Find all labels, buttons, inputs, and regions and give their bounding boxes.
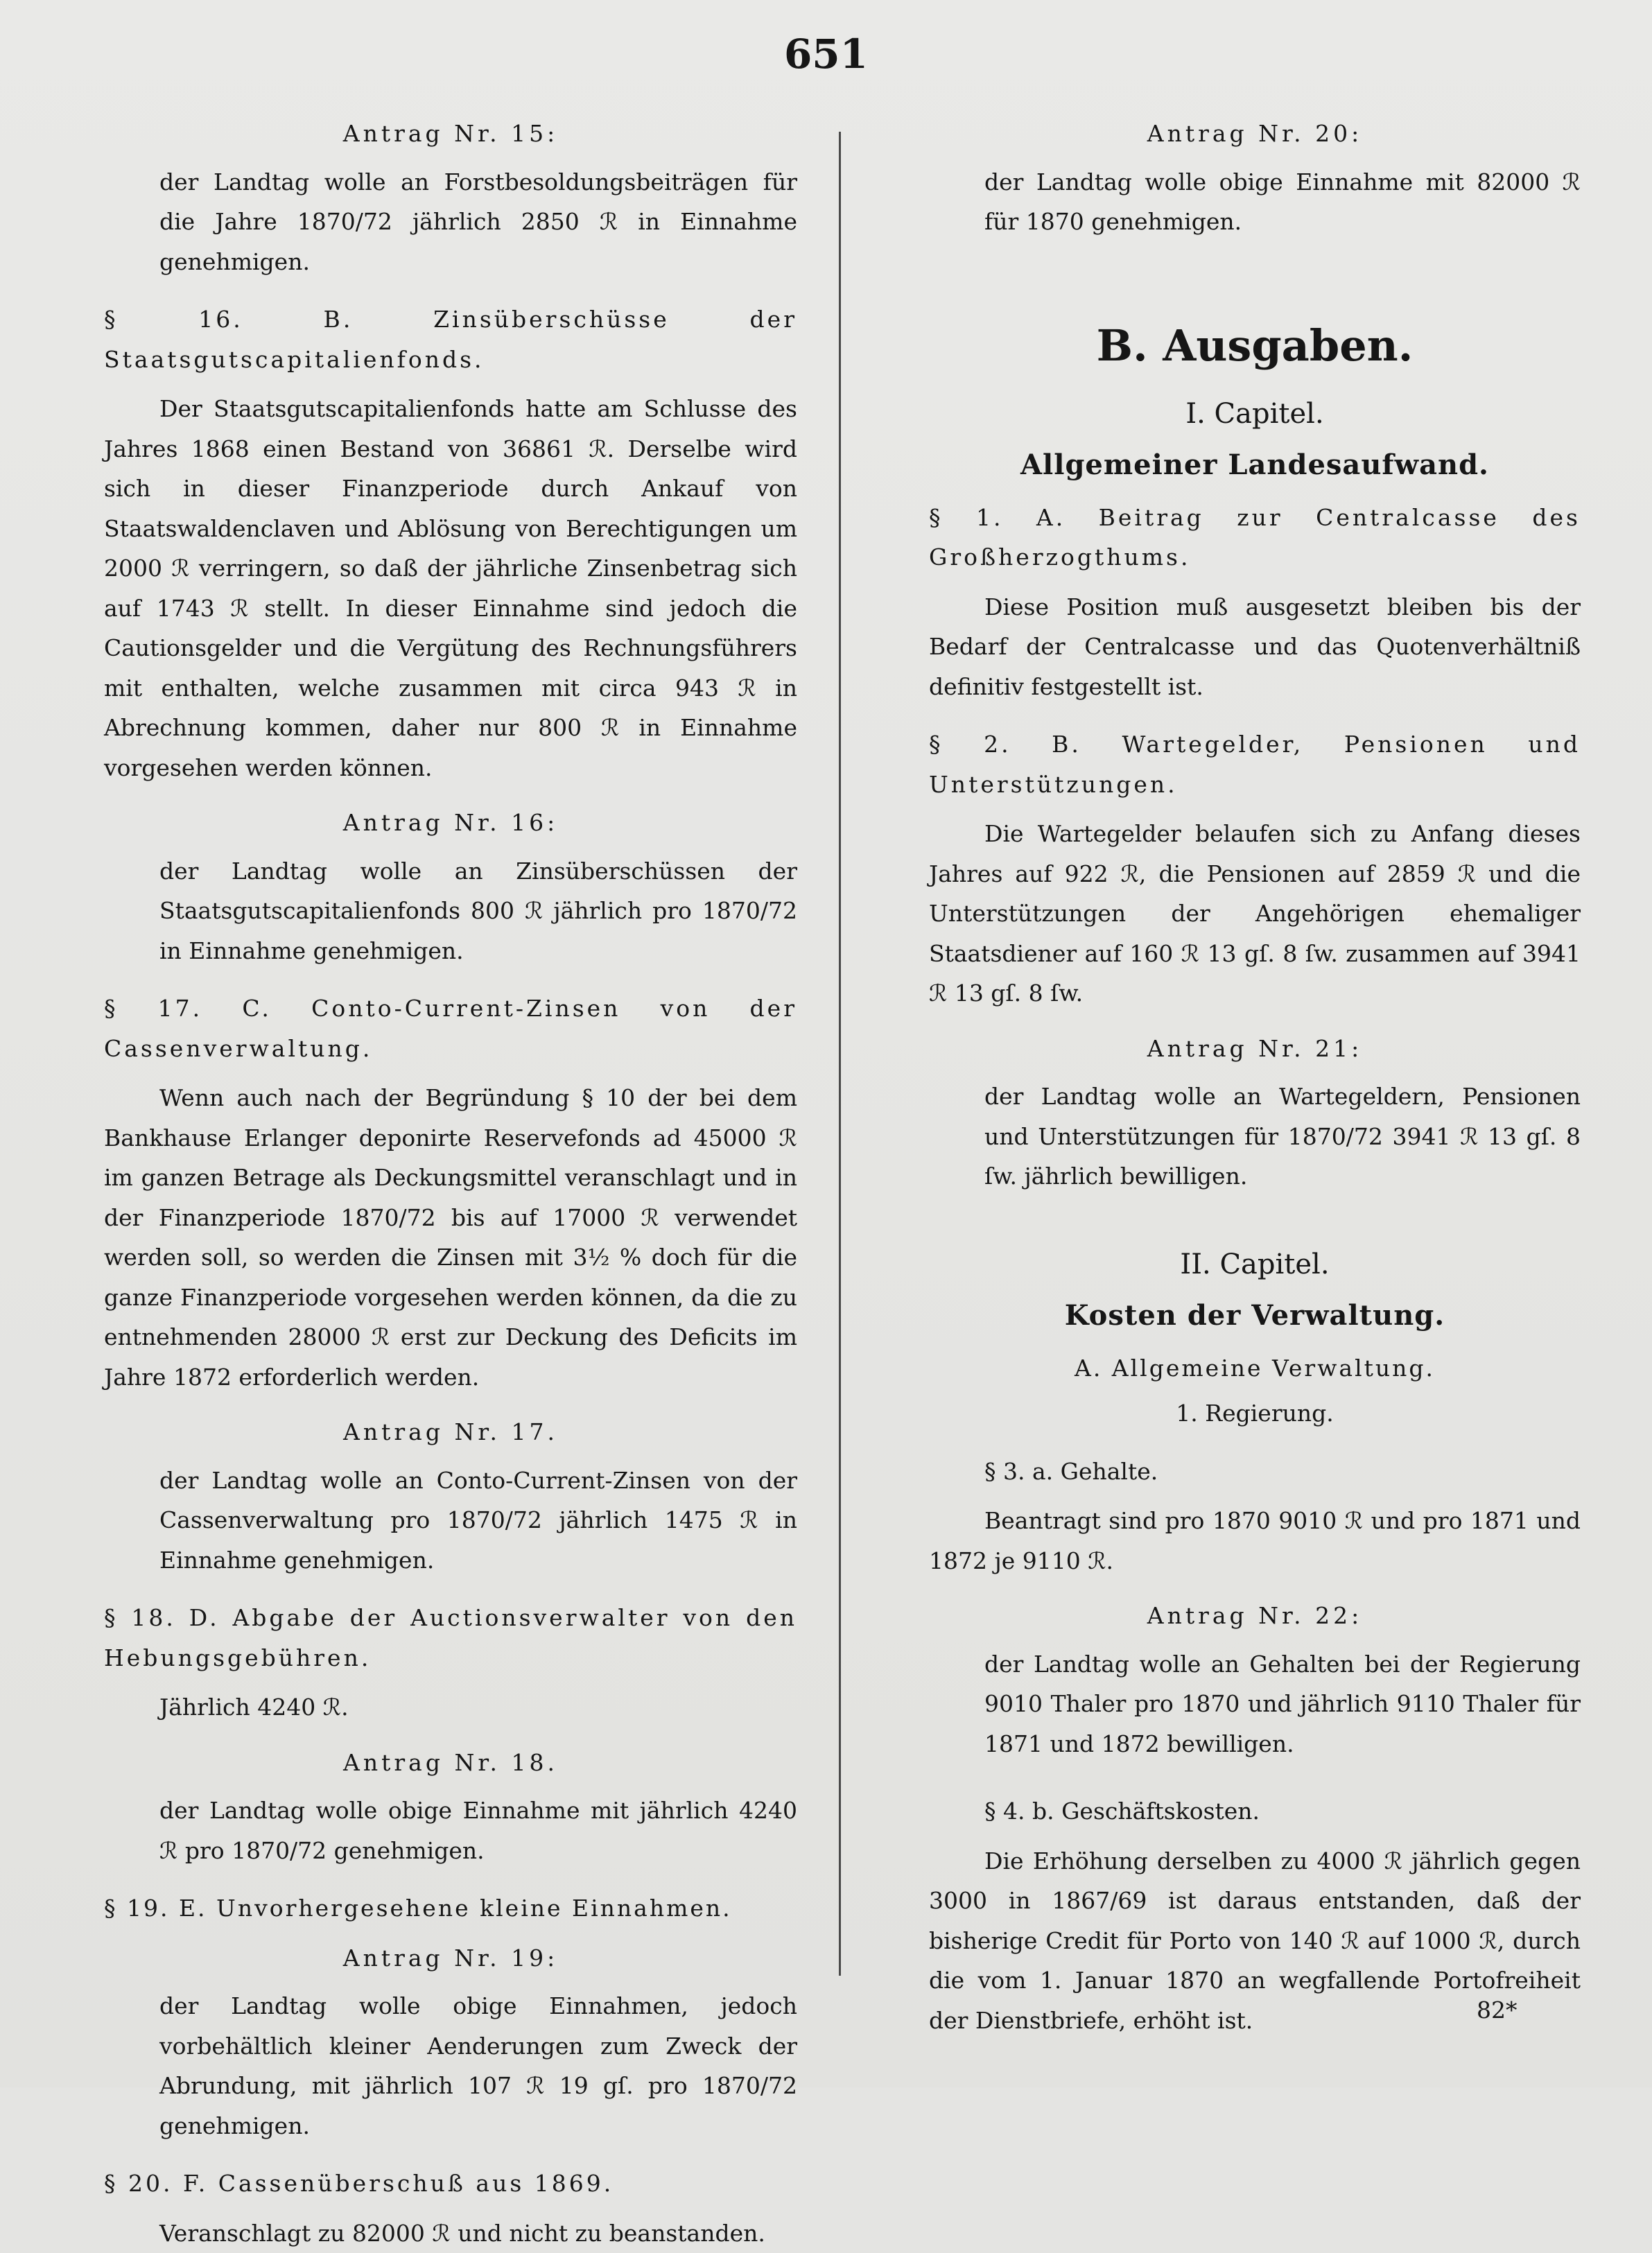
antrag-21-text: der Landtag wolle an Wartegeldern, Pensionen und Unterstützungen für 1870/72 3941 ℛ 13 gſ. 8 ſw. jährlich bewilligen. <box>929 1077 1581 1197</box>
antrag-15-heading: Antrag Nr. 15: <box>104 114 797 154</box>
ausgaben-heading: B. Ausgaben. <box>929 318 1581 374</box>
antrag-15-text: der Landtag wolle an Forstbesoldungsbeiträgen für die Jahre 1870/72 jährlich 2850 ℛ in Einnahme genehmigen. <box>104 162 797 282</box>
section-4-text: Die Erhöhung derselben zu 4000 ℛ jährlich gegen 3000 in 1867/69 ist daraus entstanden, daß der bisherige Credit für Porto von 140 ℛ auf 1000 ℛ, durch die vom 1. Januar 1870 an wegfallende Portofreiheit der Dienstbriefe, erhöht ist. <box>929 1841 1581 2041</box>
chapter-1-heading: I. Capitel. <box>929 394 1581 435</box>
chapter-1-title: Allgemeiner Landesaufwand. <box>929 445 1581 485</box>
signature-mark: 82* <box>1477 1997 1518 2024</box>
antrag-18-heading: Antrag Nr. 18. <box>104 1743 797 1783</box>
section-2-text: Die Wartegelder belaufen sich zu Anfang dieses Jahres auf 922 ℛ, die Pensionen auf 2859 ℛ und die Unterstützungen der Angehörigen ehemaliger Staatsdiener auf 160 ℛ 13 gſ. 8 ſw. zusammen auf 3941 ℛ 13 gſ. 8 ſw. <box>929 814 1581 1014</box>
antrag-17-heading: Antrag Nr. 17. <box>104 1412 797 1452</box>
antrag-22-heading: Antrag Nr. 22: <box>929 1596 1581 1636</box>
section-2-heading: § 2. B. Wartegelder, Pensionen und Unterstützungen. <box>929 724 1581 804</box>
section-4-heading: § 4. b. Geschäftskosten. <box>929 1791 1581 1832</box>
section-19-heading: § 19. E. Unvorhergesehene kleine Einnahmen. <box>104 1888 797 1929</box>
left-column <box>104 104 797 2253</box>
antrag-21-heading: Antrag Nr. 21: <box>929 1029 1581 1069</box>
antrag-16-heading: Antrag Nr. 16: <box>104 803 797 843</box>
section-3-text: Beantragt sind pro 1870 9010 ℛ und pro 1871 und 1872 je 9110 ℛ. <box>929 1501 1581 1581</box>
antrag-20-text: der Landtag wolle obige Einnahme mit 82000 ℛ für 1870 genehmigen. <box>929 162 1581 242</box>
antrag-19-text: der Landtag wolle obige Einnahmen, jedoch vorbehältlich kleiner Aenderungen zum Zweck der Abrundung, mit jährlich 107 ℛ 19 gſ. pro 1870/72 genehmigen. <box>104 1986 797 2146</box>
section-1-text: Diese Position muß ausgesetzt bleiben bis der Bedarf der Centralcasse und das Quotenverhältniß definitiv festgestellt ist. <box>929 587 1581 707</box>
page-number: 651 <box>0 31 1652 78</box>
section-20-heading: § 20. F. Cassenüberschuß aus 1869. <box>104 2164 797 2204</box>
section-16-text: Der Staatsgutscapitalienfonds hatte am Schlusse des Jahres 1868 einen Bestand von 36861 ℛ. Derselbe wird sich in dieser Finanzperiode durch Ankauf von Staatswaldenclaven und Ablösung von Berechtigungen um 2000 ℛ verringern, so daß der jährliche Zinsenbetrag sich auf 1743 ℛ stellt. In dieser Einnahme sind jedoch die Cautionsgelder und die Vergütung des Rechnungsführers mit enthalten, welche zusammen mit circa 943 ℛ in Abrechnung kommen, daher nur 800 ℛ in Einnahme vorgesehen werden können. <box>104 389 797 788</box>
section-17-text: Wenn auch nach der Begründung § 10 der bei dem Bankhause Erlanger deponirte Reservefonds ad 45000 ℛ im ganzen Betrage als Deckungsmittel veranschlagt und in der Finanzperiode 1870/72 bis auf 17000 ℛ verwendet werden soll, so werden die Zinsen mit 3½ % doch für die ganze Finanzperiode vorgesehen werden können, da die zu entnehmenden 28000 ℛ erst zur Deckung des Deficits im Jahre 1872 erforderlich werden. <box>104 1078 797 1397</box>
antrag-19-heading: Antrag Nr. 19: <box>104 1938 797 1978</box>
section-17-heading: § 17. C. Conto-Current-Zinsen von der Cassenverwaltung. <box>104 989 797 1068</box>
column-divider <box>839 132 841 1976</box>
section-20-text: Veranschlagt zu 82000 ℛ und nicht zu beanstanden. <box>104 2213 797 2253</box>
chapter-2-heading: II. Capitel. <box>929 1245 1581 1285</box>
section-18-text: Jährlich 4240 ℛ. <box>104 1687 797 1728</box>
section-18-heading: § 18. D. Abgabe der Auctionsverwalter von den Hebungsgebühren. <box>104 1598 797 1678</box>
antrag-22-text: der Landtag wolle an Gehalten bei der Regierung 9010 Thaler pro 1870 und jährlich 9110 Thaler für 1871 und 1872 bewilligen. <box>929 1644 1581 1764</box>
antrag-16-text: der Landtag wolle an Zinsüberschüssen der Staatsgutscapitalienfonds 800 ℛ jährlich pro 1870/72 in Einnahme genehmigen. <box>104 851 797 971</box>
antrag-18-text: der Landtag wolle obige Einnahme mit jährlich 4240 ℛ pro 1870/72 genehmigen. <box>104 1791 797 1870</box>
section-3-heading: § 3. a. Gehalte. <box>929 1452 1581 1492</box>
section-1-heading: § 1. A. Beitrag zur Centralcasse des Großherzogthums. <box>929 498 1581 577</box>
section-16-heading: § 16. B. Zinsüberschüsse der Staatsgutscapitalienfonds. <box>104 299 797 379</box>
chapter-2-title: Kosten der Verwaltung. <box>929 1296 1581 1336</box>
subsection-1-heading: 1. Regierung. <box>929 1393 1581 1434</box>
subsection-a-heading: A. Allgemeine Verwaltung. <box>929 1348 1581 1389</box>
antrag-20-heading: Antrag Nr. 20: <box>929 114 1581 154</box>
right-column <box>929 104 1581 2040</box>
antrag-17-text: der Landtag wolle an Conto-Current-Zinsen von der Cassenverwaltung pro 1870/72 jährlich 1475 ℛ in Einnahme genehmigen. <box>104 1461 797 1581</box>
